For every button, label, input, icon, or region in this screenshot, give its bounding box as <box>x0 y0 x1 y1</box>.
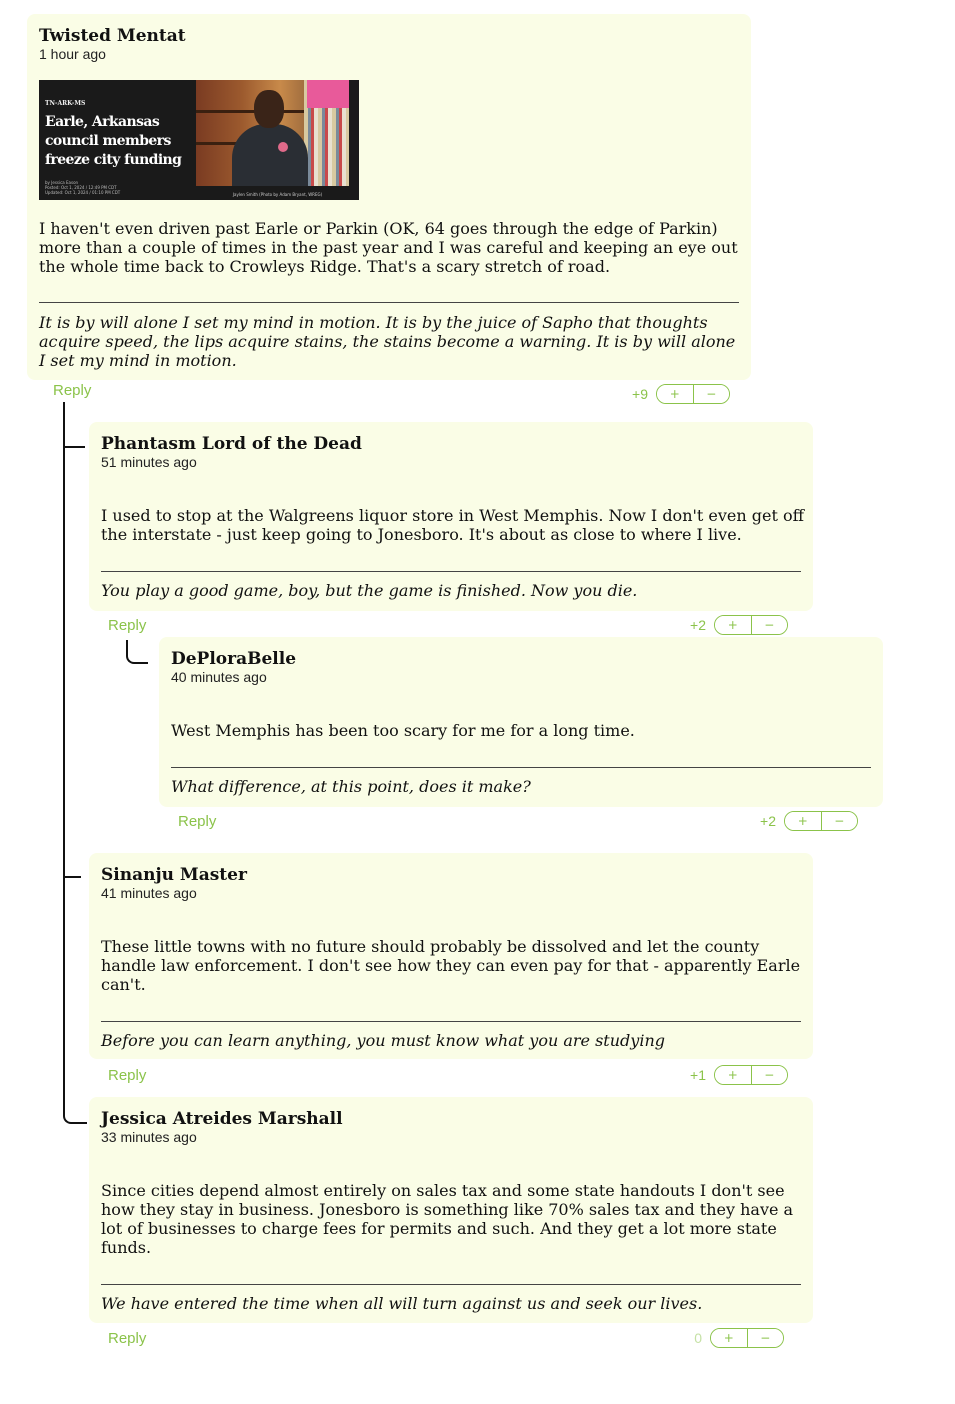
comment-author[interactable]: Sinanju Master <box>101 865 247 885</box>
vote-box <box>710 1328 784 1348</box>
article-byline <box>45 180 120 195</box>
comment-card <box>89 853 813 1059</box>
comment-author[interactable]: Twisted Mentat <box>39 26 186 46</box>
signature-divider <box>39 302 739 303</box>
article-author: by Jessica Eason <box>45 180 79 185</box>
vote-box <box>714 1065 788 1085</box>
upvote-button[interactable]: + <box>657 385 693 403</box>
comment-card <box>27 14 751 380</box>
signature-divider <box>101 1021 801 1022</box>
vote-control <box>630 384 730 404</box>
thread-connector <box>63 1100 87 1124</box>
thread-connector <box>63 872 81 878</box>
comment-signature: Before you can learn anything, you must know what you are studying <box>101 1031 665 1050</box>
comment-signature: You play a good game, boy, but the game is finished. Now you die. <box>101 581 638 600</box>
thread-connector <box>126 640 148 664</box>
vote-control <box>688 1065 788 1085</box>
comment-time: 40 minutes ago <box>171 669 267 685</box>
vote-box <box>784 811 858 831</box>
upvote-button[interactable]: + <box>715 616 751 634</box>
comment-signature: We have entered the time when all will turn against us and seek our lives. <box>101 1294 703 1313</box>
article-thumbnail[interactable] <box>39 80 359 200</box>
reply-button[interactable]: Reply <box>108 617 147 634</box>
article-photo-caption: Jaylen Smith (Photo by Adam Bryant, WREG) <box>232 192 323 197</box>
vote-score: 0 <box>694 1330 702 1346</box>
comment-author[interactable]: Jessica Atreides Marshall <box>101 1109 343 1129</box>
vote-control <box>684 1328 784 1348</box>
signature-divider <box>171 767 871 768</box>
comment-time: 51 minutes ago <box>101 454 197 470</box>
comment-card <box>159 637 883 807</box>
comment-body: I used to stop at the Walgreens liquor store in West Memphis. Now I don't even get off the interstate - just keep going to Jonesboro. It's about as close to where I live. <box>101 506 804 544</box>
vote-control <box>758 811 858 831</box>
comment-author[interactable]: Phantasm Lord of the Dead <box>101 434 362 454</box>
thread-line-main <box>63 402 65 1114</box>
downvote-button[interactable]: − <box>747 1329 784 1347</box>
vote-score: +9 <box>632 386 648 402</box>
vote-score: +2 <box>760 813 776 829</box>
article-photo <box>196 80 349 186</box>
article-headline: Earle, Arkansas council members freeze city funding <box>45 114 182 168</box>
vote-score: +2 <box>690 617 706 633</box>
reply-button[interactable]: Reply <box>53 382 92 399</box>
reply-button[interactable]: Reply <box>108 1067 147 1084</box>
comment-time: 1 hour ago <box>39 46 106 62</box>
comment-card <box>89 422 813 611</box>
upvote-button[interactable]: + <box>785 812 821 830</box>
downvote-button[interactable]: − <box>821 812 858 830</box>
thread-connector <box>63 440 85 448</box>
article-thumbnail-text <box>39 80 196 200</box>
reply-button[interactable]: Reply <box>178 813 217 830</box>
comment-signature: What difference, at this point, does it make? <box>171 777 531 796</box>
comment-card <box>89 1097 813 1323</box>
comment-author[interactable]: DePloraBelle <box>171 649 297 669</box>
vote-control <box>688 615 788 635</box>
vote-box <box>656 384 730 404</box>
article-posted: Posted: Oct 1, 2024 / 12:49 PM CDT <box>45 185 117 190</box>
upvote-button[interactable]: + <box>715 1066 751 1084</box>
reply-button[interactable]: Reply <box>108 1330 147 1347</box>
comment-body: Since cities depend almost entirely on sales tax and some state handouts I don't see how they stay in business. Jonesboro is something like 70% sales tax and they have a lot of businesses to charge fees for permits and such. And they get a lot more state funds. <box>101 1181 794 1257</box>
comment-signature: It is by will alone I set my mind in motion. It is by the juice of Sapho that thoughts acquire speed, the lips acquire stains, the stains become a warning. It is by will alone I set my mind in motion. <box>39 313 736 370</box>
upvote-button[interactable]: + <box>711 1329 747 1347</box>
vote-box <box>714 615 788 635</box>
comment-body: West Memphis has been too scary for me for a long time. <box>171 721 635 740</box>
signature-divider <box>101 571 801 572</box>
vote-score: +1 <box>690 1067 706 1083</box>
comment-time: 41 minutes ago <box>101 885 197 901</box>
comment-body: These little towns with no future should probably be dissolved and let the county handle law enforcement. I don't see how they can even pay for that - apparently Earle can't. <box>101 937 801 994</box>
article-tag: TN-ARK-MS <box>45 100 86 107</box>
article-updated: Updated: Oct 1, 2024 / 01:10 PM CDT <box>45 190 121 195</box>
comment-body: I haven't even driven past Earle or Parkin (OK, 64 goes through the edge of Parkin) more than a couple of times in the past year and I was careful and keeping an eye out the whole time back to Crowleys Ridge. That's a scary stretch of road. <box>39 219 738 276</box>
downvote-button[interactable]: − <box>751 616 788 634</box>
downvote-button[interactable]: − <box>693 385 730 403</box>
comment-time: 33 minutes ago <box>101 1129 197 1145</box>
downvote-button[interactable]: − <box>751 1066 788 1084</box>
signature-divider <box>101 1284 801 1285</box>
